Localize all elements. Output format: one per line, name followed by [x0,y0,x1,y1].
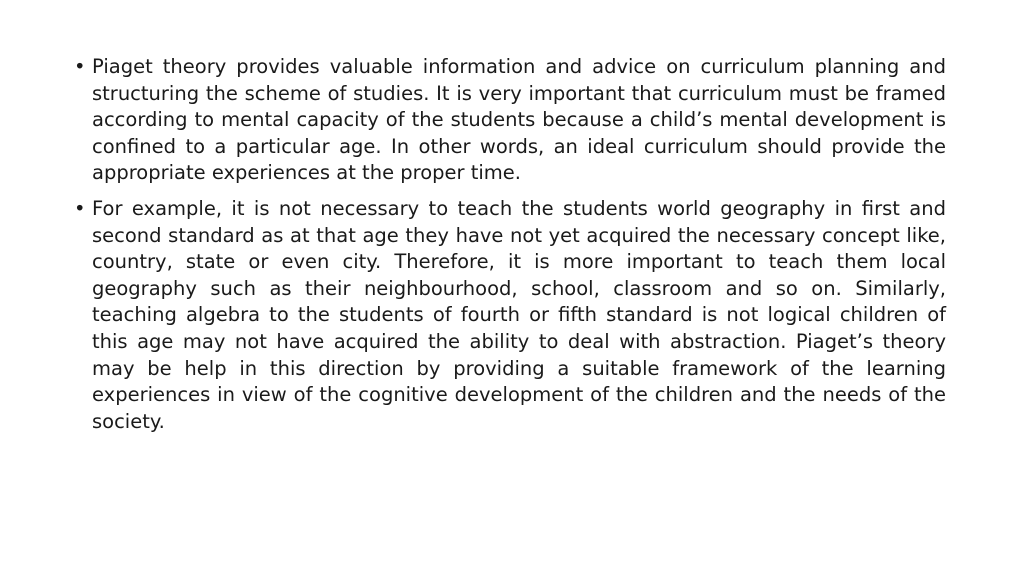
bullet-item-2 [74,196,946,435]
bullet-text: Piaget theory provides valuable information and advice on curriculum planning and structuring the scheme of studies. It is very important that curriculum must be framed according to mental capacity of the students because a child’s mental development is confined to a particular age. In other words, an ideal curriculum should provide the appropriate experiences at the proper time. [92,55,946,185]
bullet-list [74,54,946,444]
bullet-icon: • [74,196,86,220]
bullet-item-1 [74,54,946,187]
bullet-icon: • [74,55,86,78]
bullet-text: For example, it is not necessary to teach the students world geography in first and second standard as at that age they have not yet acquired the necessary concept like, country, state or even city. Therefore, it is more important to teach them local geography such as their neighbourhood, school, classroom and so on. Similarly, teaching algebra to the students of fourth or fifth standard is not logical children of this age may not have acquired the ability to deal with abstraction. Piaget’s theory may be help in this direction by providing a suitable framework of the learning experiences in view of the cognitive development of the children and the needs of the society. [92,196,946,433]
